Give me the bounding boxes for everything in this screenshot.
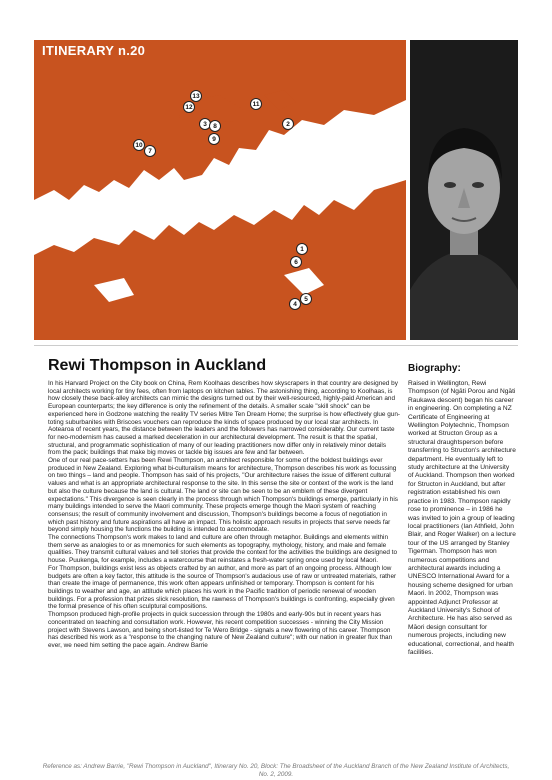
article-body [48,380,400,650]
map-marker[interactable]: 10 [133,139,145,151]
map-marker[interactable]: 7 [144,145,156,157]
portrait-image [410,40,518,340]
article-paragraph: Thompson produced high-profile projects in quick succession through the 1980s and early-90s but in recent years has concentrated on teaching and consultation work. However, his recent competition successes - winning the City Mission project with Stevens Lawson, and being short-listed for Te Wero Bridge - signals a new flowering of his career. Thompson has described his work as a "response to the changing nature of New Zealand culture"; with our nation in greater flux than ever, we need him setting the pace again. Andrew Barrie [48,611,393,649]
map-marker[interactable]: 13 [190,90,202,102]
map-marker[interactable]: 3 [199,118,211,130]
auckland-map-land [34,40,406,340]
biography-paragraph: Raised in Wellington, Rewi Thompson (of Ngāti Porou and Ngāti Raukawa descent) began his career in engineering. On completing a NZ Certificate of Engineering at Wellington Polytechnic, Thompson worked at Structon Group as a structural draughtsperson before transferring to Structon's architecture department. He eventually left to study architecture at the University of Auckland. Thompson then worked for Structon in Auckland, but after registration established his own practice in 1983. Thompson rapidly rose to prominence – in 1986 he was invited to join a group of leading local practitioners (Ian Athfield, John Blair, and Roger Walker) on a lecture tour of the US arranged by Stanley Tigerman. Thompson has won numerous competitions and architectural awards including a UNESCO International Award for a housing scheme designed for urban Maori. In 2002, Thompson was appointed Adjunct Professor at Auckland University's School of Architecture. He has also served as Māori design consultant for numerous projects, including new educational, correctional, and health facilities. [408,380,516,656]
map-marker[interactable]: 6 [290,256,302,268]
map-marker[interactable]: 11 [250,98,262,110]
itinerary-map [34,40,406,340]
biography-heading: Biography: [408,363,461,374]
map-marker[interactable]: 4 [289,298,301,310]
article-paragraph: The connections Thompson's work makes to land and culture are often through metaphor. Buildings and elements within them serve as analogies to or as mnemonics for such elements as topography, mythology, history, and male and female qualities. They transmit cultural values and tell stories that provide the context for the activities the buildings are designed to house. Puukenga, for example, includes a watercourse that reinstates a fresh-water spring once used by local Maori. [48,534,398,565]
article-paragraph: For Thompson, buildings exist less as objects crafted by an author, and more as part of an ongoing process. Although low budgets are often a key factor, this attitude is the source of Thompson's audacious use of raw or untreated materials, rather than create the image of permanence, this work often appears unfinished or temporary. Thompson is content for his buildings to weather and age, an attitude which places his work in the Pacific tradition of periodic renewal of wooden buildings. For a profession that prizes slick resolution, the rawness of Thompson's buildings is confronting, especially given the formal presence of his often sculptural compositions. [48,564,397,611]
biography-body [408,380,516,657]
map-marker[interactable]: 8 [209,120,221,132]
map-marker[interactable]: 2 [282,118,294,130]
map-marker[interactable]: 9 [208,133,220,145]
map-marker[interactable]: 1 [296,243,308,255]
map-marker[interactable]: 5 [300,293,312,305]
article-paragraph: In his Harvard Project on the City book on China, Rem Koolhaas describes how skyscrapers in that country are designed by local architects working for tiny fees, often from laptops on kitchen tables. The astonishing thing, according to Koolhaas, is how closely these back-alley architects can mimic the designs turned out by their well-resourced, highly-paid American and European counterparts; the key difference is only the refinement of the details. A smaller scale "skill shock" can be experienced here in Godzone watching the reality TV series Mitre Ten Dream Home; the surprise is how effectively glue gun-toting suburbanites with Briscoes vouchers can reproduce the kinds of space produced by our local star architects. In Aotearoa of recent years, the distance between the leaders and the followers has narrowed considerably. Our current taste for neo-modernism has caused a marked deceleration in our architectural development. The result is that the spatial, structural, and programmatic sophistication of many of our leading practitioners now differ only in relatively minor details from the pack; buildings that make big moves or tackle big issues are few and far between. [48,380,401,457]
map-marker[interactable]: 12 [183,101,195,113]
portrait-photo [410,40,518,340]
itinerary-title: ITINERARY n.20 [42,43,146,58]
article-headline: Rewi Thompson in Auckland [48,357,267,374]
section-divider [34,345,518,346]
article-paragraph: One of our real pace-setters has been Rewi Thompson, an architect responsible for some of the boldest buildings ever produced in New Zealand. Exploring what bi-culturalism means for architecture, Thompson describes his work as focussing on two things – land and people. Thompson has said of his projects, "Our architecture raises the issue of different cultural values and what is an appropriate architectural response to the site. In this sense the site or context of the work is the land but also the culture because the land is cultural. The land or site can be seen to be an emblem of these divergent expectations." This divergence is seen clearly in the process through which Thompson's buildings emerge, particularly in his many buildings intended to serve the Maori community. These projects emerge though the Maori system of reaching consensus; the result of community involvement and discussion, Thompson's buildings become a focus of negotiation in which past history and future aspirations all have an impact. This holistic approach results in projects that serve needs far beyond simply housing the functions the building is intended to accommodate. [48,457,398,534]
citation-reference: Reference as: Andrew Barrie, "Rewi Thompson in Auckland", Itinerary No. 20, Block: The Broadsheet of the Auckland Branch of the New Zealand Institute of Architects, No. 2, 2009. [42,763,510,778]
